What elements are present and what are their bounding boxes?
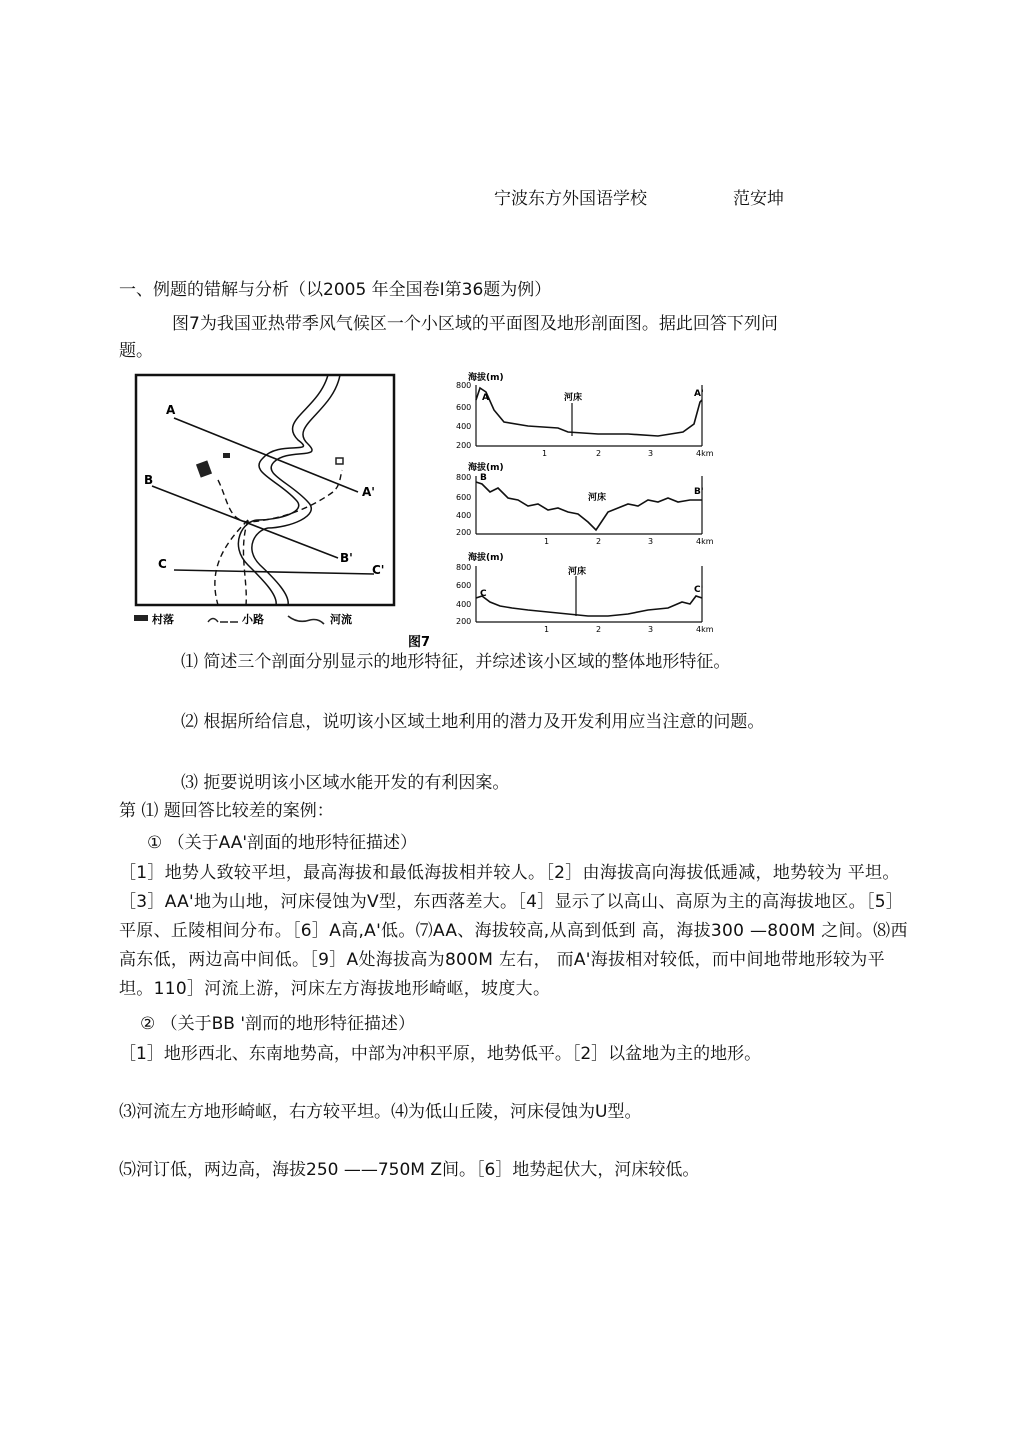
case-bb-text-2: ⑶河流左方地形崎岖，右方较平坦。⑷为低山丘陵，河床侵蚀为U型。 (119, 1102, 642, 1122)
profile-cc-line (476, 596, 702, 616)
plan-map (134, 375, 394, 626)
cases-title: 第 ⑴ 题回答比较差的案例： (119, 801, 334, 821)
path-road-2 (215, 520, 248, 605)
profile-cc-ytick-400: 400 (456, 600, 472, 609)
intro-text-line1: 图7为我国亚热带季风气候区一个小区域的平面图及地形剖面图。据此回答下列问 (172, 314, 778, 334)
case-bb-title: ② （关于BB '剖而的地形特征描述） (140, 1014, 416, 1034)
profile-aa-ytick-800: 800 (456, 381, 472, 390)
section-line-cc (174, 570, 374, 574)
profile-cc-river: 河床 (568, 567, 587, 577)
profile-bb (456, 461, 714, 546)
profile-cc-ylabel: 海拔(m) (468, 553, 504, 563)
legend-village: 村落 (152, 613, 174, 626)
profile-aa-xtick-4: 4km (696, 449, 714, 458)
profile-cc-ytick-600: 600 (456, 581, 472, 590)
profile-bb-ytick-400: 400 (456, 511, 472, 520)
profile-bb-ytick-800: 800 (456, 473, 472, 482)
case-bb-text-1: ［1］地形西北、东南地势高，中部为冲积平原，地势低平。［2］以盆地为主的地形。 (119, 1044, 762, 1064)
profile-aa-ytick-600: 600 (456, 403, 472, 412)
legend-village-symbol (134, 615, 148, 621)
profile-cc-end: C' (694, 585, 704, 595)
profile-bb-xtick-4: 4km (696, 537, 714, 546)
case-aa-title: ① （关于AA'剖面的地形特征描述） (147, 833, 418, 853)
map-label-b-prime: B' (340, 551, 353, 565)
profile-aa-xtick-1: 1 (542, 449, 548, 458)
profile-aa-ytick-400: 400 (456, 422, 472, 431)
profile-aa-xtick-3: 3 (648, 449, 654, 458)
map-label-c-prime: C' (372, 563, 385, 577)
village-symbol-2 (223, 453, 230, 458)
profile-bb-river: 河床 (588, 493, 607, 503)
profile-aa (456, 371, 714, 458)
legend-river-symbol (288, 616, 324, 624)
intro-text-line2: 题。 (119, 341, 153, 361)
profile-aa-end: A' (694, 389, 704, 399)
profile-cc-ytick-800: 800 (456, 563, 472, 572)
profile-bb-xtick-3: 3 (648, 537, 654, 546)
village-symbol-1 (196, 460, 212, 477)
river-line-left (238, 375, 328, 605)
profile-aa-ytick-200: 200 (456, 441, 472, 450)
profile-bb-end: B' (694, 487, 704, 497)
profile-bb-ylabel: 海拔(m) (468, 463, 504, 473)
profile-aa-line (476, 388, 702, 436)
map-label-c: C (158, 557, 167, 571)
profile-bb-xtick-2: 2 (596, 537, 602, 546)
profile-cc (456, 551, 714, 634)
section-title: 一、例题的错解与分析（以2005 年全国卷I第36题为例） (119, 280, 552, 300)
profile-aa-start: A (482, 393, 489, 403)
profile-cc-xtick-2: 2 (596, 625, 602, 634)
village-symbol-3 (336, 458, 343, 464)
profile-bb-start: B (480, 473, 487, 483)
profile-aa-xtick-2: 2 (596, 449, 602, 458)
question-3: ⑶ 扼要说明该小区域水能开发的有利因案。 (181, 773, 510, 793)
figure-caption: 图7 (408, 635, 431, 650)
river-line-right (252, 375, 340, 605)
question-2: ⑵ 根据所给信息，说叨该小区域土地利用的潜力及开发利用应当注意的问题。 (181, 712, 765, 732)
map-label-a-prime: A' (362, 485, 375, 499)
profile-cc-start: C (480, 589, 487, 599)
profile-aa-river: 河床 (564, 393, 583, 403)
school-name: 宁波东方外国语学校 (494, 189, 647, 209)
legend-path-symbol (208, 619, 238, 623)
figure-7 (128, 360, 728, 650)
profile-cc-xtick-3: 3 (648, 625, 654, 634)
profile-cc-xtick-4: 4km (696, 625, 714, 634)
legend-river: 河流 (330, 613, 352, 626)
profile-bb-ytick-600: 600 (456, 493, 472, 502)
case-aa-text: ［1］地势人致较平坦，最高海拔和最低海拔相并较人。［2］由海拔高向海拔低逓减，地势较为 平坦。［3］AA'地为山地，河床侵蚀为V型，东西落差大。［4］显示了以高山、高原为主的高海拔地区。［5］平原、丘陵相间分布。［6］A高,A'低。⑺AA、海拔较高,从高到低到 高，海拔300 —800M 之间。⑻西高东低，两边高中间低。［9］A处海拔高为800M 左右， 而A'海拔相对较低，而中间地带地形较为平坦。110］河流上游，河床左方海拔地形崎岖，坡度大。 (119, 863, 908, 999)
map-label-b: B (144, 473, 154, 487)
map-label-a: A (166, 403, 176, 417)
question-1: ⑴ 简述三个剖面分别显示的地形特征，并综述该小区域的整体地形特征。 (181, 652, 731, 672)
author-name: 范安坤 (733, 189, 784, 209)
profile-bb-xtick-1: 1 (544, 537, 550, 546)
profile-aa-ylabel: 海拔(m) (468, 373, 504, 383)
case-bb-text-3: ⑸河订低，两边高，海拔250 ——750M Z间。［6］地势起伏大，河床较低。 (119, 1160, 700, 1180)
profile-cc-xtick-1: 1 (544, 625, 550, 634)
profile-bb-line (476, 482, 702, 530)
legend-path: 小路 (242, 613, 264, 626)
profile-bb-ytick-200: 200 (456, 528, 472, 537)
profile-cc-ytick-200: 200 (456, 617, 472, 626)
